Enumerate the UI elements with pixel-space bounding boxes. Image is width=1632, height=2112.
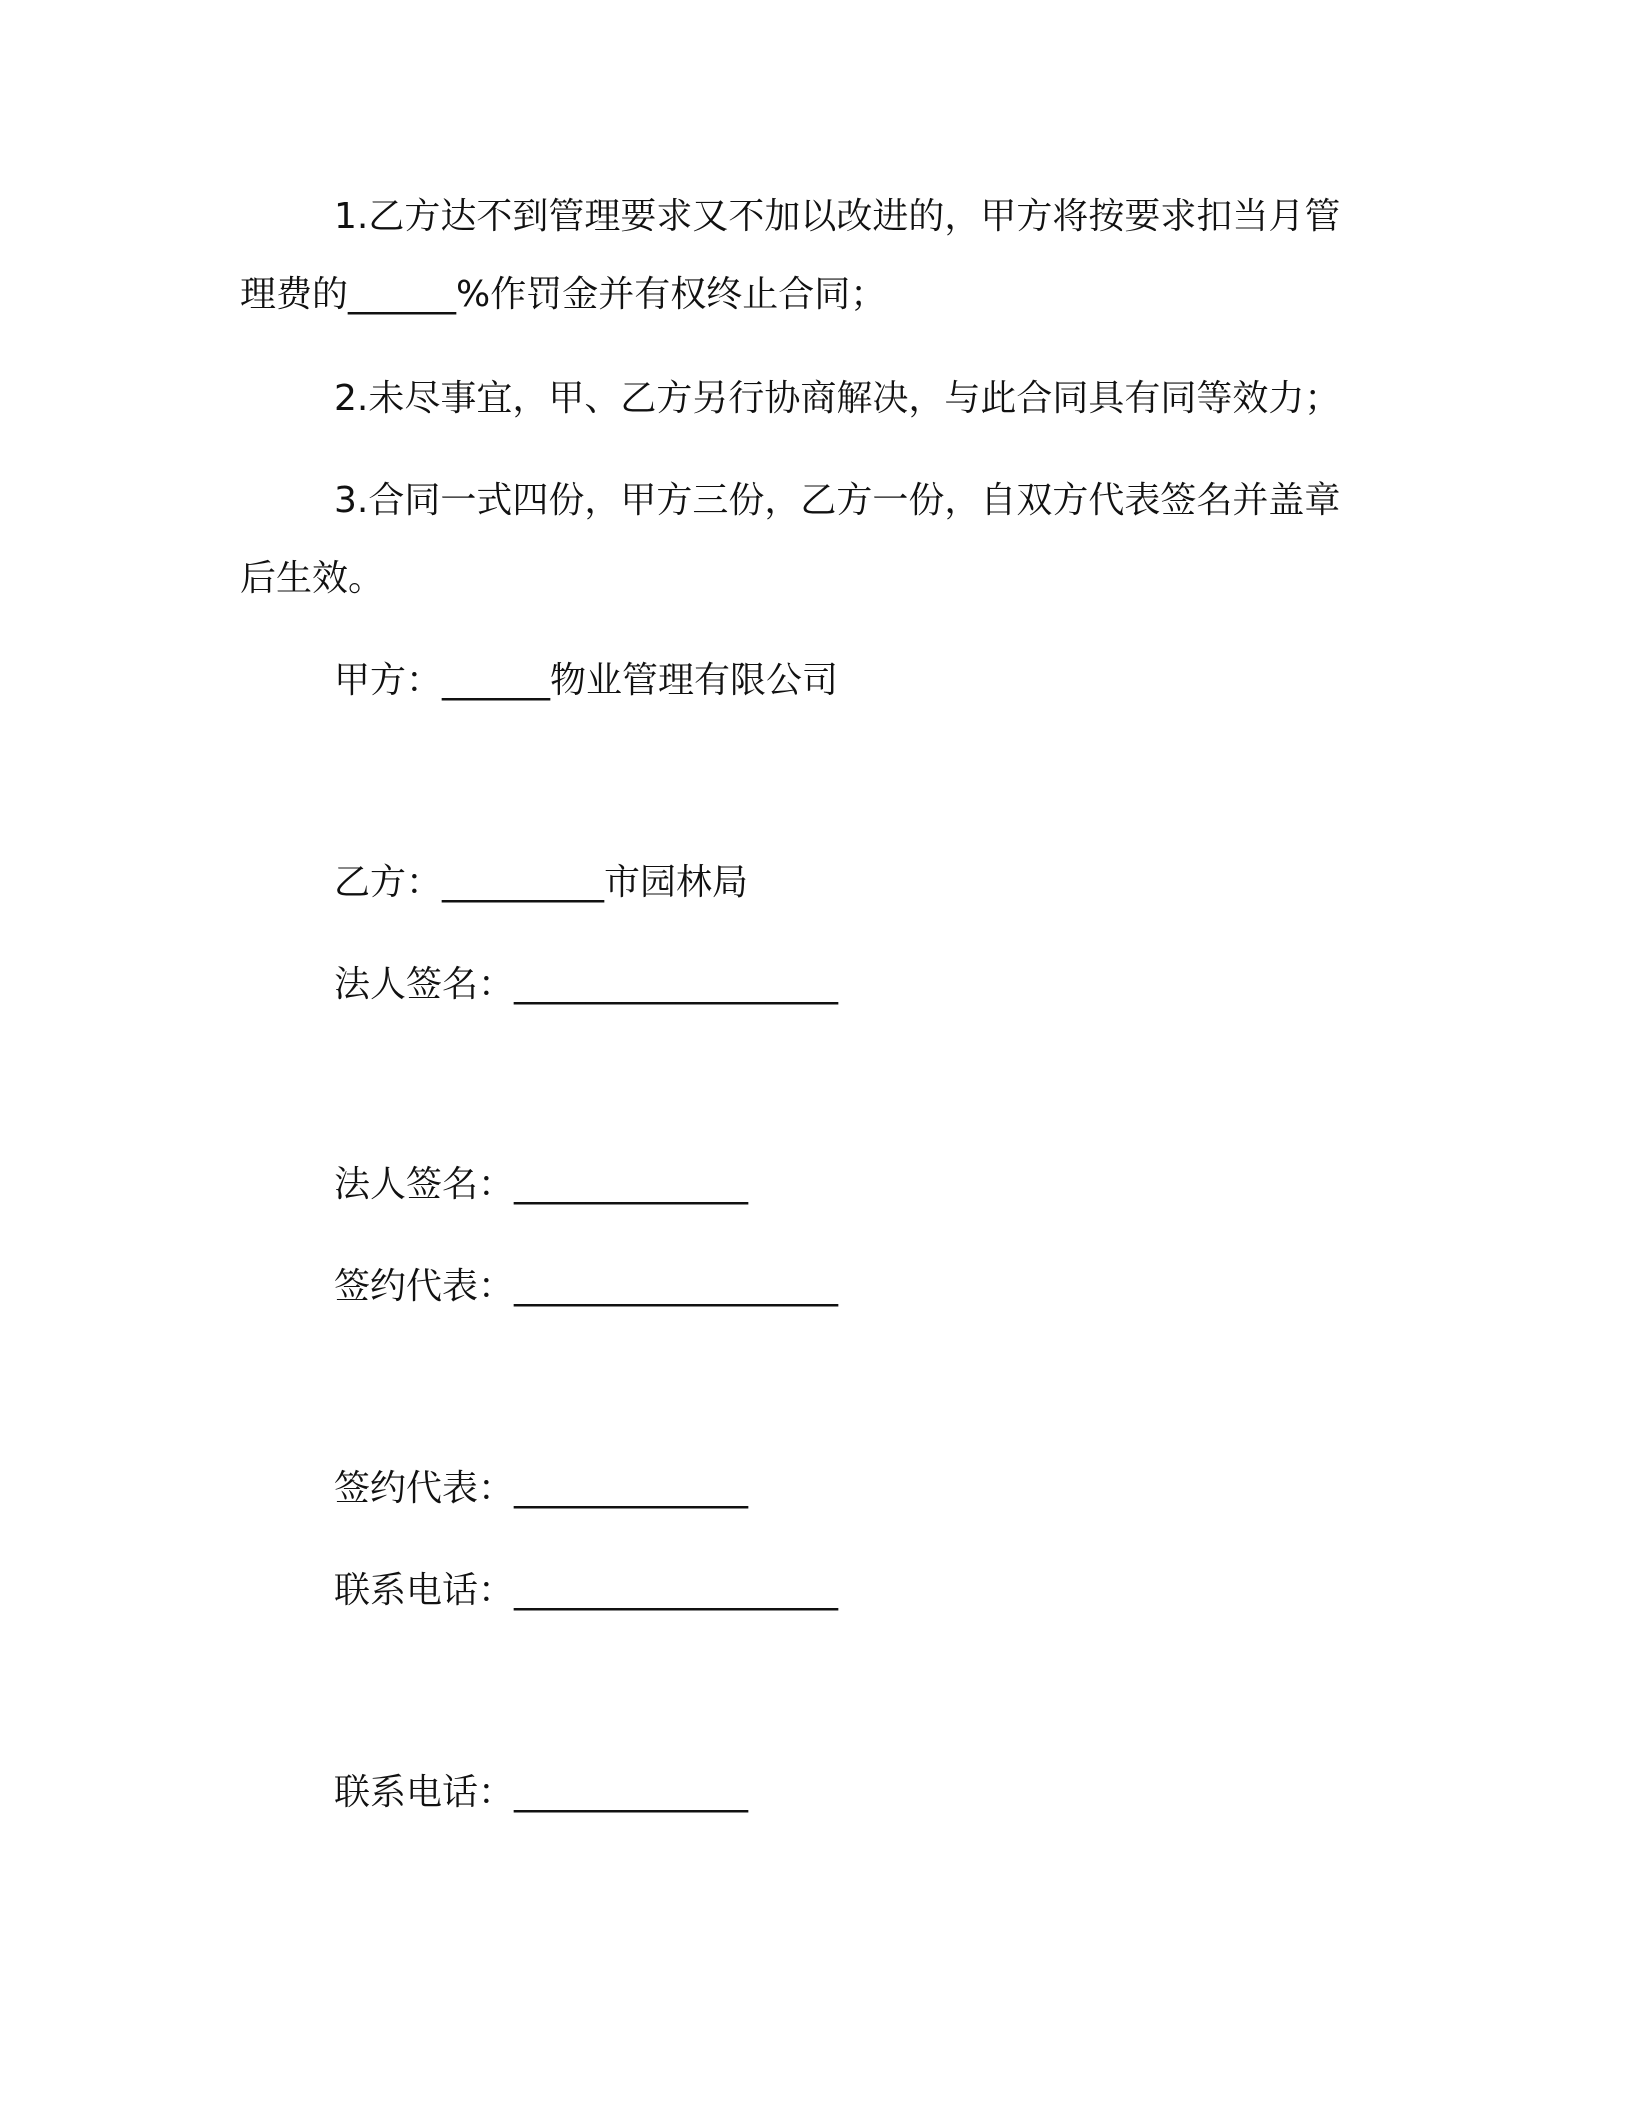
clause-1-line-2: 理费的______%作罚金并有权终止合同； [240,274,887,315]
legal-signature-line-1: 法人签名：__________________ [334,964,839,1005]
phone-line-1: 联系电话：__________________ [334,1570,839,1611]
clause-3-line-2: 后生效。 [240,558,385,599]
party-b-line: 乙方：_________市园林局 [334,862,749,903]
clause-2: 2.未尽事宜，甲、乙方另行协商解决，与此合同具有同等效力； [334,378,1341,419]
clause-3-line-1: 3.合同一式四份，甲方三份，乙方一份，自双方代表签名并盖章 [334,480,1341,521]
representative-line-2: 签约代表：_____________ [334,1468,749,1509]
party-a-line: 甲方：______物业管理有限公司 [334,660,839,701]
phone-line-2: 联系电话：_____________ [334,1772,749,1813]
representative-line-1: 签约代表：__________________ [334,1266,839,1307]
clause-1-line-1: 1.乙方达不到管理要求又不加以改进的，甲方将按要求扣当月管 [334,196,1341,237]
legal-signature-line-2: 法人签名：_____________ [334,1164,749,1205]
